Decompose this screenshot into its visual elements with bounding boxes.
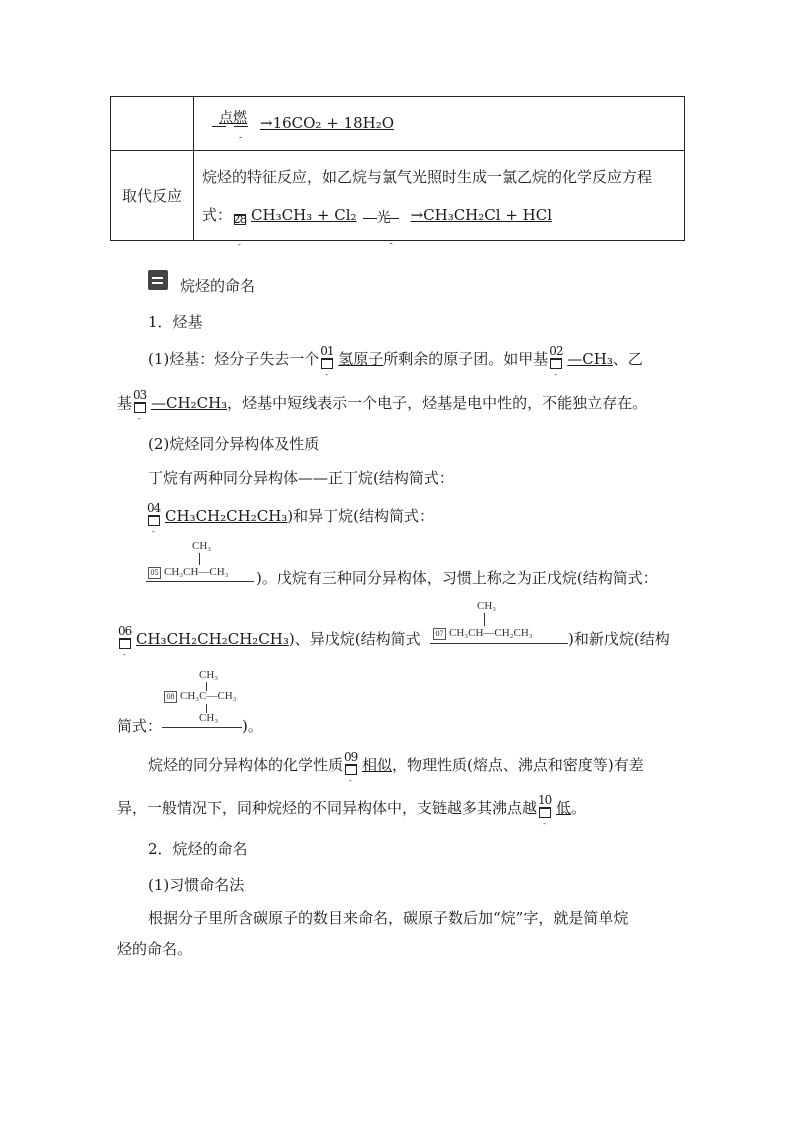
section-title: 烷烃的命名 (180, 277, 256, 295)
substitution-text: 烷烃的特征反应，如乙烷与氯气光照时生成一氯乙烷的化学反应方程 (202, 167, 653, 186)
paragraph: 04 - CH₃CH₂CH₂CH₃)和异丁烷(结构简式： (147, 501, 435, 536)
answer: —CH₃ (567, 350, 613, 368)
answer: CH₃CH₂CH₂CH₃ (165, 507, 288, 525)
structure-07: 07 CH₃CH—CH₂CH₃ (433, 627, 533, 640)
subsection-title: 2．烷烃的命名 (148, 840, 248, 858)
answer: —CH₂CH₃ (151, 394, 228, 412)
structure-top: CH₃ (199, 669, 219, 681)
table-cell-substitution (194, 151, 685, 249)
subsection-title: (1)习惯命名法 (148, 876, 245, 894)
structure-05: 05 CH₃CH—CH₃ (148, 566, 229, 579)
blank-marker-icon: 02 - (549, 344, 563, 379)
structure-top: CH₃ (477, 600, 497, 612)
answer: 氢原子 (338, 350, 384, 368)
paragraph: 基 03 - —CH₂CH₃，烃基中短线表示一个电子，烃基是电中性的，不能独立存在。 (117, 388, 648, 423)
answer: 相似 (362, 756, 393, 774)
table-cell-combustion (194, 97, 685, 151)
paragraph-prefix: 简式： (117, 717, 163, 735)
structure-top: CH₃ (192, 540, 212, 552)
blank-marker-icon: 04 - (147, 501, 161, 536)
paragraph: (1)烃基：烃分子失去一个 01 - 氢原子所剩余的原子团。如甲基 02 - —CH₃、乙 (148, 344, 643, 379)
structure-bottom: CH₃ (199, 712, 219, 724)
subsection-title: (2)烷烃同分异构体及性质 (148, 435, 320, 453)
row-label: 取代反应 (111, 151, 194, 241)
combustion-products: →16CO₂ + 18H₂O (260, 113, 395, 132)
answer: CH₃CH₂CH₂CH₂CH₃ (136, 630, 289, 648)
paragraph: 06 - CH₃CH₂CH₂CH₂CH₃)、异戊烷(结构简式 (118, 624, 421, 659)
reaction-table (110, 96, 685, 249)
paragraph: 丁烷有两种同分异构体——正丁烷(结构简式： (148, 469, 454, 487)
reaction-condition: 光 - (361, 205, 407, 227)
blank-marker-icon: 03 - (133, 388, 147, 423)
answer: 低 (556, 799, 572, 817)
paragraph: )和新戊烷(结构 (568, 630, 670, 648)
paragraph: 异，一般情况下，同种烷烃的不同异构体中，支链越多其沸点越 10 - 低。 (117, 793, 587, 828)
blank-marker-icon: 06 - (118, 624, 132, 659)
blank-marker-icon: 01 - (320, 344, 334, 379)
reaction-condition: 点燃 - (210, 113, 256, 135)
table-row (111, 97, 685, 151)
paragraph: 根据分子里所含碳原子的数目来命名，碳原子数后加“烷”字，就是简单烷 (148, 909, 629, 927)
table-row (111, 151, 685, 241)
paragraph: 烃的命名。 (117, 940, 193, 958)
blank-marker-icon: 10 - (538, 793, 552, 828)
paragraph: 烷烃的同分异构体的化学性质 09 - 相似，物理性质(熔点、沸点和密度等)有差 (148, 750, 644, 785)
table-cell-empty (111, 97, 194, 151)
subsection-title: 1．烃基 (148, 313, 203, 331)
products: →CH₃CH₂Cl + HCl (410, 205, 553, 224)
paragraph-suffix: )。 (242, 717, 263, 735)
blank-marker-icon: 28 - (233, 211, 247, 249)
paragraph: )。戊烷有三种同分异构体，习惯上称之为正戊烷(结构简式： (256, 569, 658, 587)
blank-marker-icon: 09 - (344, 750, 358, 785)
reactants: CH₃CH₃ + Cl₂ (251, 205, 357, 224)
substitution-equation: 式： 28 - CH₃CH₃ + Cl₂ 光 - →CH₃CH₂Cl + HCl (202, 205, 553, 249)
structure-08: 08 CH₃C—CH₃ (164, 690, 237, 703)
section-icon (148, 270, 168, 290)
